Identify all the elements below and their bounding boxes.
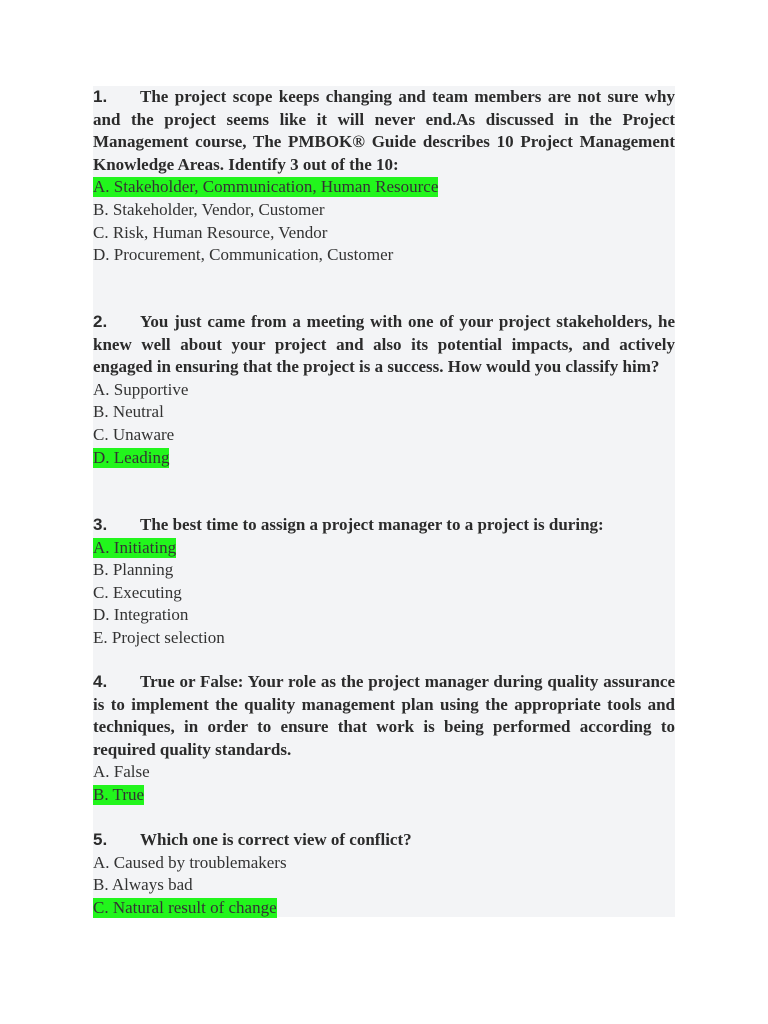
- question-4-option-b: B. True: [93, 784, 145, 804]
- question-1-number: 1.: [93, 87, 108, 106]
- question-2-option-c: C. Unaware: [93, 424, 175, 444]
- question-1: [93, 86, 675, 267]
- question-3-prompt: [93, 514, 675, 537]
- question-3-option-d: D. Integration: [93, 605, 189, 625]
- question-4-text: True or False: Your role as the project manager during quality assurance is to implement the quality management plan using the appropriate tools and techniques, in order to ensure that work is being performed according to required quality standards.: [93, 672, 675, 759]
- question-2-number: 2.: [93, 312, 108, 331]
- question-1-option-b: B. Stakeholder, Vendor, Customer: [93, 199, 325, 219]
- question-5-option-b: B. Always bad: [93, 875, 193, 895]
- question-1-option-d: D. Procurement, Communication, Customer: [93, 245, 394, 265]
- question-3-option-c: C. Executing: [93, 582, 182, 602]
- question-2-option-a: A. Supportive: [93, 379, 189, 399]
- question-2-option-d: D. Leading: [93, 447, 170, 467]
- question-3-option-a: A. Initiating: [93, 537, 177, 557]
- question-2-text: You just came from a meeting with one of your project stakeholders, he knew well about your project and also its potential impacts, and actively engaged in ensuring that the project is a success. How would you classify him?: [93, 312, 675, 377]
- question-5-option-c: C. Natural result of change: [93, 897, 277, 917]
- question-3-text: The best time to assign a project manager to a project is during:: [140, 515, 604, 534]
- question-4-prompt: [93, 671, 675, 761]
- question-2-prompt: [93, 311, 675, 379]
- question-4-number: 4.: [93, 672, 108, 691]
- question-1-option-a: A. Stakeholder, Communication, Human Resource: [93, 177, 439, 197]
- question-5-text: Which one is correct view of conflict?: [140, 830, 412, 849]
- question-2: [93, 311, 675, 469]
- question-5-number: 5.: [93, 830, 108, 849]
- question-3: [93, 514, 675, 650]
- question-3-number: 3.: [93, 515, 108, 534]
- question-4: [93, 671, 675, 807]
- document-page: [93, 86, 675, 917]
- question-1-prompt: [93, 86, 675, 176]
- question-3-option-e: E. Project selection: [93, 627, 225, 647]
- question-1-text: The project scope keeps changing and team members are not sure why and the project seems like it will never end.As discussed in the Project Management course, The PMBOK® Guide describes 10 Project Management Knowledge Areas. Identify 3 out of the 10:: [93, 87, 675, 174]
- question-5-option-a: A. Caused by troublemakers: [93, 852, 287, 872]
- question-2-option-b: B. Neutral: [93, 402, 164, 422]
- question-5: [93, 829, 675, 919]
- question-4-option-a: A. False: [93, 762, 150, 782]
- question-3-option-b: B. Planning: [93, 560, 174, 580]
- question-1-option-c: C. Risk, Human Resource, Vendor: [93, 222, 328, 242]
- question-5-prompt: [93, 829, 675, 852]
